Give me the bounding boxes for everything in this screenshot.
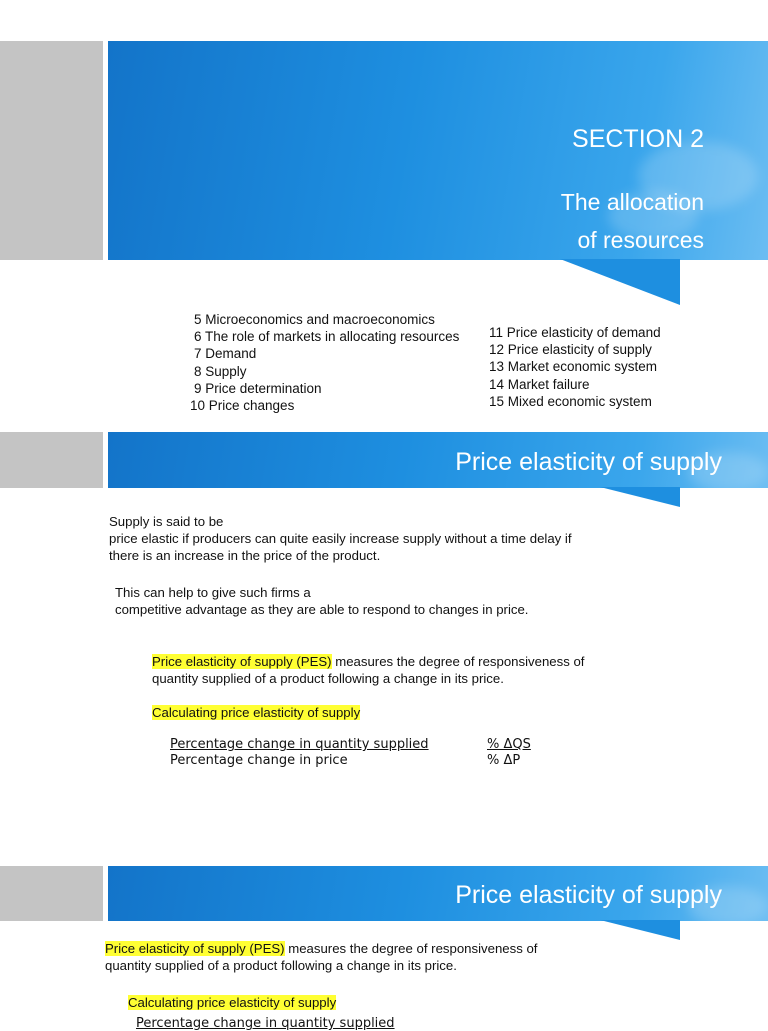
toc-item: 11 Price elasticity of demand [489, 325, 661, 340]
section-subtitle-line1: The allocation [560, 189, 704, 215]
pes-definition [152, 653, 584, 687]
paragraph-line: quantity supplied of a product following a change in its price. [152, 671, 504, 686]
calc-heading [152, 704, 360, 721]
pes-term-highlight: Price elasticity of supply (PES) [105, 941, 285, 956]
calc-heading-highlight: Calculating price elasticity of supply [128, 995, 337, 1010]
paragraph-line: price elastic if producers can quite easily increase supply without a time delay if [109, 531, 572, 546]
paragraph-line: competitive advantage as they are able to respond to changes in price. [115, 602, 529, 617]
toc-item: 8 Supply [194, 363, 247, 379]
toc-item: 14 Market failure [489, 376, 590, 392]
toc-item: 9 Price determination [194, 380, 322, 396]
side-gray-block [0, 41, 103, 260]
supply-elastic-paragraph [109, 513, 572, 564]
pes-term-highlight: Price elasticity of supply (PES) [152, 654, 332, 669]
paragraph-line: quantity supplied of a product following a change in its price. [105, 958, 457, 973]
toc-right-list [489, 324, 661, 410]
pes-definition-rest: measures the degree of responsiveness of [284, 941, 538, 956]
symbol-numerator: % ΔQS [487, 737, 531, 752]
slide-title: Price elasticity of supply [455, 881, 722, 909]
section-subtitle-line2: of resources [577, 227, 704, 253]
slide-title: Price elasticity of supply [455, 448, 722, 476]
toc-item: 7 Demand [194, 346, 257, 362]
banner-callout-tail [600, 487, 682, 509]
calc-heading-highlight: Calculating price elasticity of supply [152, 705, 361, 720]
banner-callout-tail [600, 920, 682, 942]
toc-item: 6 The role of markets in allocating resources [194, 329, 460, 345]
pes-definition [105, 940, 537, 974]
toc-left-list [190, 311, 459, 414]
formula-numerator: Percentage change in quantity supplied [170, 737, 429, 752]
paragraph-line: there is an increase in the price of the product. [109, 548, 381, 563]
formula-numerator-partial: Percentage change in quantity supplied [136, 1016, 395, 1031]
paragraph-line: This can help to give such firms a [115, 585, 311, 600]
formula-denominator: Percentage change in price [170, 753, 348, 768]
toc-item: 13 Market economic system [489, 359, 658, 375]
side-gray-block [0, 432, 103, 488]
banner-callout-tail [560, 259, 682, 307]
section-number: SECTION 2 [572, 125, 704, 153]
toc-item: 10 Price changes [190, 398, 295, 414]
competitive-advantage-paragraph [115, 584, 528, 618]
paragraph-line: Supply is said to be [109, 514, 224, 529]
toc-item: 12 Price elasticity of supply [489, 342, 652, 358]
symbol-denominator: % ΔP [487, 753, 521, 768]
side-gray-block [0, 866, 103, 921]
toc-item: 15 Mixed economic system [489, 393, 652, 409]
pes-definition-rest: measures the degree of responsiveness of [331, 654, 585, 669]
calc-heading [128, 994, 336, 1011]
toc-item: 5 Microeconomics and macroeconomics [194, 312, 435, 327]
